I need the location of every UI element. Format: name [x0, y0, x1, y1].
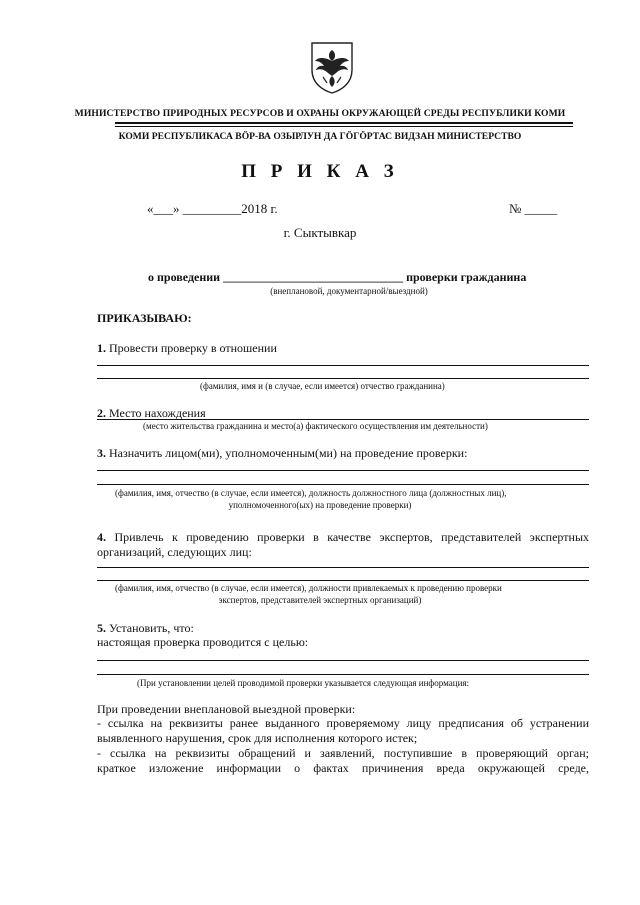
item-5-hint: (При установлении целей проводимой проверки указывается следующая информация: [137, 678, 470, 688]
item-3-number: 3. [97, 446, 106, 460]
item-2-fill-line [97, 419, 589, 420]
item-2-number: 2. [97, 406, 106, 420]
item-4-number: 4. [97, 530, 106, 544]
item-4-fill-line-2 [97, 580, 589, 581]
item-3-hint-2: уполномоченного(ых) на проведение проверки) [228, 500, 412, 510]
item-4-hint-1: (фамилия, имя, отчество (в случае, если имеется), должности привлекаемых к проведению проверки [115, 583, 502, 593]
item-3-fill-line [97, 470, 589, 471]
item-4-line-1 [97, 530, 589, 545]
order-label: ПРИКАЗЫВАЮ: [97, 311, 192, 325]
date-field: «___» _________2018 г. [147, 201, 278, 216]
item-1-text: Провести проверку в отношении [109, 341, 277, 355]
item-1-fill-line-2 [97, 378, 589, 379]
item-4-hint-2: экспертов, представителей экспертных организаций) [218, 595, 422, 605]
item-3-hint-1: (фамилия, имя, отчество (в случае, если имеется), должность должностного лица (должностных лиц), [115, 488, 507, 498]
unplanned-heading: При проведении внеплановой выездной проверки: [97, 702, 356, 716]
bullet-1-line-2: выявленного нарушения, срок для исполнения которого истек; [97, 731, 418, 745]
subject-hint: (внеплановой, документарной/выездной) [270, 286, 428, 296]
item-4-fill-line [97, 567, 589, 568]
bullet-1-line-1: - ссылка на реквизиты ранее выданного проверяемому лицу предписания об устранении [97, 716, 589, 730]
ministry-name-komi: КОМИ РЕСПУБЛИКАСА ВÖР-ВА ОЗЫРЛУН ДА ГÖГÖРТАС ВИДЗАН МИНИСТЕРСТВО [118, 131, 522, 142]
number-field: № _____ [509, 201, 558, 216]
item-5-fill-line-2 [97, 674, 589, 675]
item-5-fill-line [97, 660, 589, 661]
coat-of-arms-icon [309, 40, 355, 94]
item-3-fill-line-2 [97, 484, 589, 485]
item-3 [97, 446, 467, 461]
city-label: г. Сыктывкар [283, 225, 357, 240]
item-5-text-2: настоящая проверка проводится с целью: [97, 635, 309, 649]
bullet-2-line-1: - ссылка на реквизиты обращений и заявлений, поступившие в проверяющий орган; [97, 746, 589, 760]
order-subject [148, 270, 526, 285]
subject-suffix: проверки гражданина [406, 270, 527, 284]
item-1-hint: (фамилия, имя и (в случае, если имеется) отчество гражданина) [200, 381, 445, 391]
header-rule-thick [115, 122, 573, 124]
item-1-fill-line [97, 365, 589, 366]
item-5-number: 5. [97, 621, 106, 635]
item-2-hint: (место жительства гражданина и место(а) фактического осуществления им деятельности) [143, 421, 488, 431]
item-4-text-1: Привлечь к проведению проверки в качестве экспертов, представителей экспертных [114, 530, 590, 544]
subject-blank: ______________________________ [223, 270, 404, 284]
subject-prefix: о проведении [148, 270, 221, 284]
item-1-number: 1. [97, 341, 106, 355]
ministry-name-ru: МИНИСТЕРСТВО ПРИРОДНЫХ РЕСУРСОВ И ОХРАНЫ ОКРУЖАЮЩЕЙ СРЕДЫ РЕСПУБЛИКИ КОМИ [74, 108, 566, 119]
item-4-text-2: организаций, следующих лиц: [97, 545, 252, 559]
item-3-text: Назначить лицом(ми), уполномоченным(ми) на проведение проверки: [109, 446, 468, 460]
document-title: П Р И К А З [241, 161, 399, 182]
item-5-text-1: Установить, что: [109, 621, 194, 635]
item-5-line-1 [97, 621, 194, 636]
item-1 [97, 341, 277, 356]
item-2-text: Место нахождения [109, 406, 206, 420]
header-rule-thin [115, 126, 573, 127]
bullet-2-line-2: краткое изложение информации о фактах причинения вреда окружающей среде, [97, 761, 589, 775]
